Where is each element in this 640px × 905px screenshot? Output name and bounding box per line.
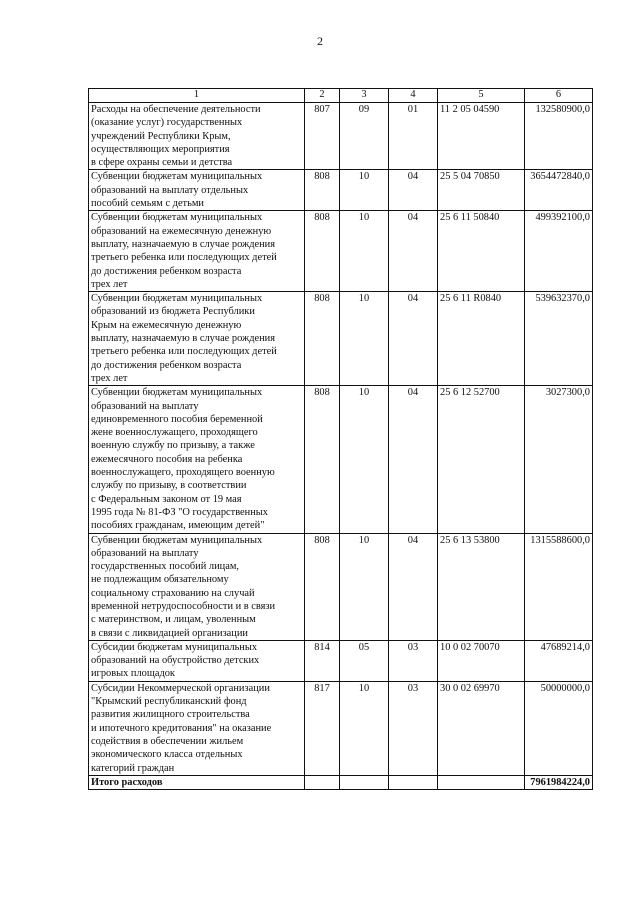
amount-cell: 50000000,0 [525, 681, 593, 775]
section-code-cell: 10 [340, 533, 389, 640]
table-row [89, 170, 593, 211]
expense-name-cell: Субвенции бюджетам муниципальных образований на ежемесячную денежную выплату, назначаемую в случае рождения третьего ребенка или последующих детей до достижения ребенком возраста трех лет [89, 211, 305, 292]
target-article-cell: 10 0 02 70070 [438, 640, 525, 681]
section-code-cell: 10 [340, 211, 389, 292]
target-article-cell: 25 6 11 50840 [438, 211, 525, 292]
expense-name-cell: Субвенции бюджетам муниципальных образований на выплату государственных пособий лицам, не подлежащим обязательному социальному страхованию на случай временной нетрудоспособности и в связи с материнством, и лицам, уволенным в связи с ликвидацией организации [89, 533, 305, 640]
empty-cell [389, 775, 438, 789]
column-number: 3 [340, 89, 389, 103]
ved-code-cell: 808 [305, 533, 340, 640]
ved-code-cell: 817 [305, 681, 340, 775]
target-article-cell: 30 0 02 69970 [438, 681, 525, 775]
table-row [89, 533, 593, 640]
subsection-code-cell: 04 [389, 170, 438, 211]
section-code-cell: 09 [340, 103, 389, 170]
target-article-cell: 25 6 11 R0840 [438, 292, 525, 386]
ved-code-cell: 808 [305, 292, 340, 386]
subsection-code-cell: 04 [389, 533, 438, 640]
empty-cell [340, 775, 389, 789]
amount-cell: 3654472840,0 [525, 170, 593, 211]
subsection-code-cell: 04 [389, 386, 438, 533]
page-number: 2 [317, 34, 323, 48]
expense-name-cell: Расходы на обеспечение деятельности (оказание услуг) государственных учреждений Республики Крым, осуществляющих мероприятия в сфере охраны семьи и детства [89, 103, 305, 170]
amount-cell: 132580900,0 [525, 103, 593, 170]
empty-cell [438, 775, 525, 789]
expenses-table [88, 88, 593, 790]
amount-cell: 3027300,0 [525, 386, 593, 533]
target-article-cell: 25 6 13 53800 [438, 533, 525, 640]
ved-code-cell: 808 [305, 386, 340, 533]
table-row [89, 211, 593, 292]
amount-cell: 539632370,0 [525, 292, 593, 386]
empty-cell [305, 775, 340, 789]
column-number: 5 [438, 89, 525, 103]
amount-cell: 499392100,0 [525, 211, 593, 292]
amount-cell: 47689214,0 [525, 640, 593, 681]
section-code-cell: 10 [340, 386, 389, 533]
expense-name-cell: Субсидии бюджетам муниципальных образований на обустройство детских игровых площадок [89, 640, 305, 681]
subsection-code-cell: 01 [389, 103, 438, 170]
target-article-cell: 25 5 04 70850 [438, 170, 525, 211]
subsection-code-cell: 03 [389, 640, 438, 681]
ved-code-cell: 814 [305, 640, 340, 681]
expense-name-cell: Субвенции бюджетам муниципальных образований на выплату отдельных пособий семьям с детьми [89, 170, 305, 211]
section-code-cell: 05 [340, 640, 389, 681]
target-article-cell: 11 2 05 04590 [438, 103, 525, 170]
target-article-cell: 25 6 12 52700 [438, 386, 525, 533]
table-row [89, 292, 593, 386]
expense-name-cell: Субвенции бюджетам муниципальных образований на выплату единовременного пособия беременной жене военнослужащего, проходящего военную службу по призыву, а также ежемесячного пособия на ребенка военнослужащего, проходящего военную службу по призыву, в соответствии с Федеральным законом от 19 мая 1995 года № 81-ФЗ "О государственных пособиях гражданам, имеющим детей" [89, 386, 305, 533]
expense-name-cell: Субвенции бюджетам муниципальных образований из бюджета Республики Крым на ежемесячную денежную выплату, назначаемую в случае рождения третьего ребенка или последующих детей до достижения ребенком возраста трех лет [89, 292, 305, 386]
table-row [89, 103, 593, 170]
column-number: 1 [89, 89, 305, 103]
total-label: Итого расходов [89, 775, 305, 789]
ved-code-cell: 808 [305, 170, 340, 211]
total-amount: 7961984224,0 [525, 775, 593, 789]
subsection-code-cell: 03 [389, 681, 438, 775]
column-number: 2 [305, 89, 340, 103]
subsection-code-cell: 04 [389, 292, 438, 386]
section-code-cell: 10 [340, 681, 389, 775]
table-row [89, 681, 593, 775]
column-number: 4 [389, 89, 438, 103]
section-code-cell: 10 [340, 292, 389, 386]
expense-name-cell: Субсидии Некоммерческой организации "Крымский республиканский фонд развития жилищного строительства и ипотечного кредитования" на оказание содействия в обеспечении жильем экономического класса отдельных категорий граждан [89, 681, 305, 775]
section-code-cell: 10 [340, 170, 389, 211]
column-number-row [89, 89, 593, 103]
table-row [89, 640, 593, 681]
column-number: 6 [525, 89, 593, 103]
total-row [89, 775, 593, 789]
ved-code-cell: 807 [305, 103, 340, 170]
amount-cell: 1315588600,0 [525, 533, 593, 640]
table-row [89, 386, 593, 533]
ved-code-cell: 808 [305, 211, 340, 292]
subsection-code-cell: 04 [389, 211, 438, 292]
